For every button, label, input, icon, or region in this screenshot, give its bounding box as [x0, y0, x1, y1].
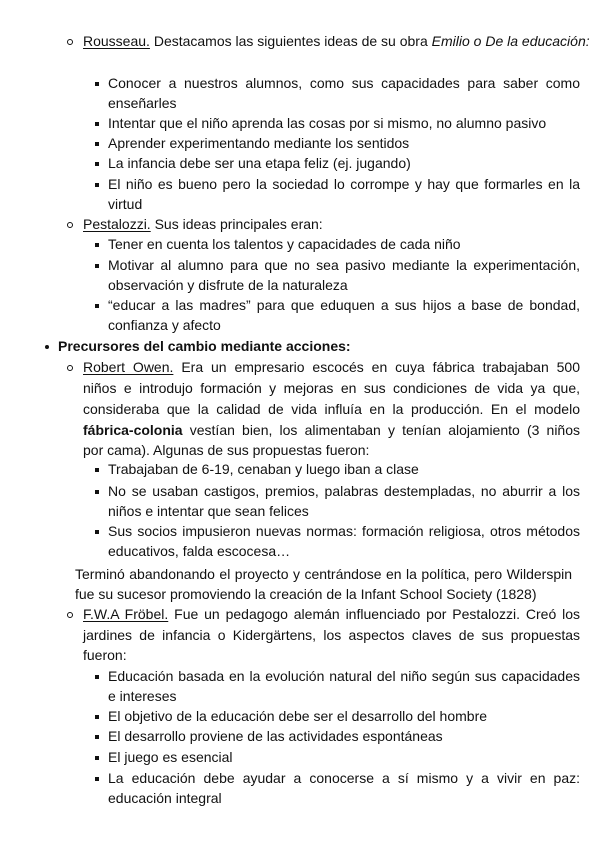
rousseau-work: Emilio o De la educación:	[431, 33, 590, 49]
list-item-continuation: educativos, falda escocesa…	[108, 543, 291, 559]
list-item: Sus socios impusieron nuevas normas: formación religiosa, otros métodos	[108, 523, 580, 539]
list-item: Aprender experimentando mediante los sentidos	[108, 135, 410, 151]
square-bullet-icon	[95, 304, 99, 308]
owen-name: Robert Owen.	[83, 359, 174, 375]
list-item: Motivar al alumno para que no sea pasivo mediante la experimentación,	[108, 257, 580, 273]
square-bullet-icon	[95, 264, 99, 268]
list-item: Conocer a nuestros alumnos, como sus capacidades para saber como	[108, 75, 580, 91]
list-item-continuation: e intereses	[108, 688, 177, 704]
list-item: Intentar que el niño aprenda las cosas por si mismo, no alumno pasivo	[108, 115, 547, 131]
list-item: El objetivo de la educación debe ser el desarrollo del hombre	[108, 708, 488, 724]
list-item: “educar a las madres” para que eduquen a sus hijos a base de bondad,	[108, 297, 580, 313]
list-item-continuation: niños e intentar que sean felices	[108, 503, 309, 519]
list-item-continuation: educación integral	[108, 790, 222, 806]
pestalozzi-name: Pestalozzi.	[83, 216, 151, 232]
list-item-continuation: confianza y afecto	[108, 317, 221, 333]
circle-bullet-icon	[67, 39, 73, 45]
owen-closing-1: Terminó abandonando el proyecto y centrándose en la política, pero Wilderspin	[75, 566, 572, 582]
frobel-line-2: jardines de infancia o Kidergärtens, los aspectos claves de sus propuestas	[83, 627, 580, 643]
rousseau-name: Rousseau.	[83, 33, 150, 49]
owen-closing-2: fue su sucesor promoviendo la creación de la Infant School Society (1828)	[75, 586, 537, 602]
owen-text-1: Era un empresario escocés en cuya fábrica trabajaban 500	[181, 359, 580, 375]
square-bullet-icon	[95, 715, 99, 719]
square-bullet-icon	[95, 490, 99, 494]
list-item: Tener en cuenta los talentos y capacidades de cada niño	[108, 236, 461, 252]
square-bullet-icon	[95, 142, 99, 146]
owen-line-1	[83, 359, 580, 376]
square-bullet-icon	[95, 82, 99, 86]
frobel-name: F.W.A Fröbel.	[83, 606, 169, 622]
list-item: El desarrollo proviene de las actividades espontáneas	[108, 728, 443, 744]
list-item: La educación debe ayudar a conocerse a sí mismo y a vivir en paz:	[108, 770, 580, 786]
square-bullet-icon	[95, 675, 99, 679]
section-heading: Precursores del cambio mediante acciones:	[58, 338, 351, 354]
owen-line-4	[83, 422, 580, 439]
square-bullet-icon	[95, 777, 99, 781]
square-bullet-icon	[95, 468, 99, 472]
owen-line-5: por cama). Algunas de sus propuestas fueron:	[83, 442, 370, 458]
list-item: No se usaban castigos, premios, palabras destempladas, no aburrir a los	[108, 483, 580, 499]
square-bullet-icon	[95, 735, 99, 739]
circle-bullet-icon	[67, 222, 73, 228]
square-bullet-icon	[95, 122, 99, 126]
frobel-line-3: fueron:	[83, 647, 127, 663]
list-item: La infancia debe ser una etapa feliz (ej. jugando)	[108, 155, 411, 171]
owen-text-4: vestían bien, los alimentaban y tenían alojamiento (3 niños	[189, 422, 581, 438]
owen-line-3: consideraba que la calidad de vida influía en la producción. En el modelo	[83, 401, 580, 417]
pestalozzi-line-1	[83, 216, 323, 233]
frobel-text-1: Fue un pedagogo alemán influenciado por Pestalozzi. Creó los	[174, 606, 581, 622]
square-bullet-icon	[95, 243, 99, 247]
rousseau-line-1	[83, 33, 590, 50]
square-bullet-icon	[95, 530, 99, 534]
pestalozzi-intro: Sus ideas principales eran:	[154, 216, 323, 232]
list-item: El juego es esencial	[108, 749, 233, 765]
square-bullet-icon	[95, 162, 99, 166]
list-item: El niño es bueno pero la sociedad lo corrompe y hay que formarles en la	[108, 176, 580, 192]
list-item: Educación basada en la evolución natural del niño según sus capacidades	[108, 668, 580, 684]
disc-bullet-icon	[45, 345, 49, 349]
owen-line-2: niños e introdujo formación y mejoras en sus condiciones de vida ya que,	[83, 380, 580, 396]
owen-model-term: fábrica-colonia	[83, 422, 183, 438]
frobel-line-1	[83, 606, 580, 623]
list-item: Trabajaban de 6-19, cenaban y luego iban a clase	[108, 461, 419, 477]
circle-bullet-icon	[67, 612, 73, 618]
square-bullet-icon	[95, 183, 99, 187]
square-bullet-icon	[95, 756, 99, 760]
list-item-continuation: virtud	[108, 196, 143, 212]
list-item-continuation: enseñarles	[108, 95, 177, 111]
circle-bullet-icon	[67, 365, 73, 371]
rousseau-intro: Destacamos las siguientes ideas de su obra	[153, 33, 428, 49]
list-item-continuation: observación y disfrute de la naturaleza	[108, 277, 348, 293]
